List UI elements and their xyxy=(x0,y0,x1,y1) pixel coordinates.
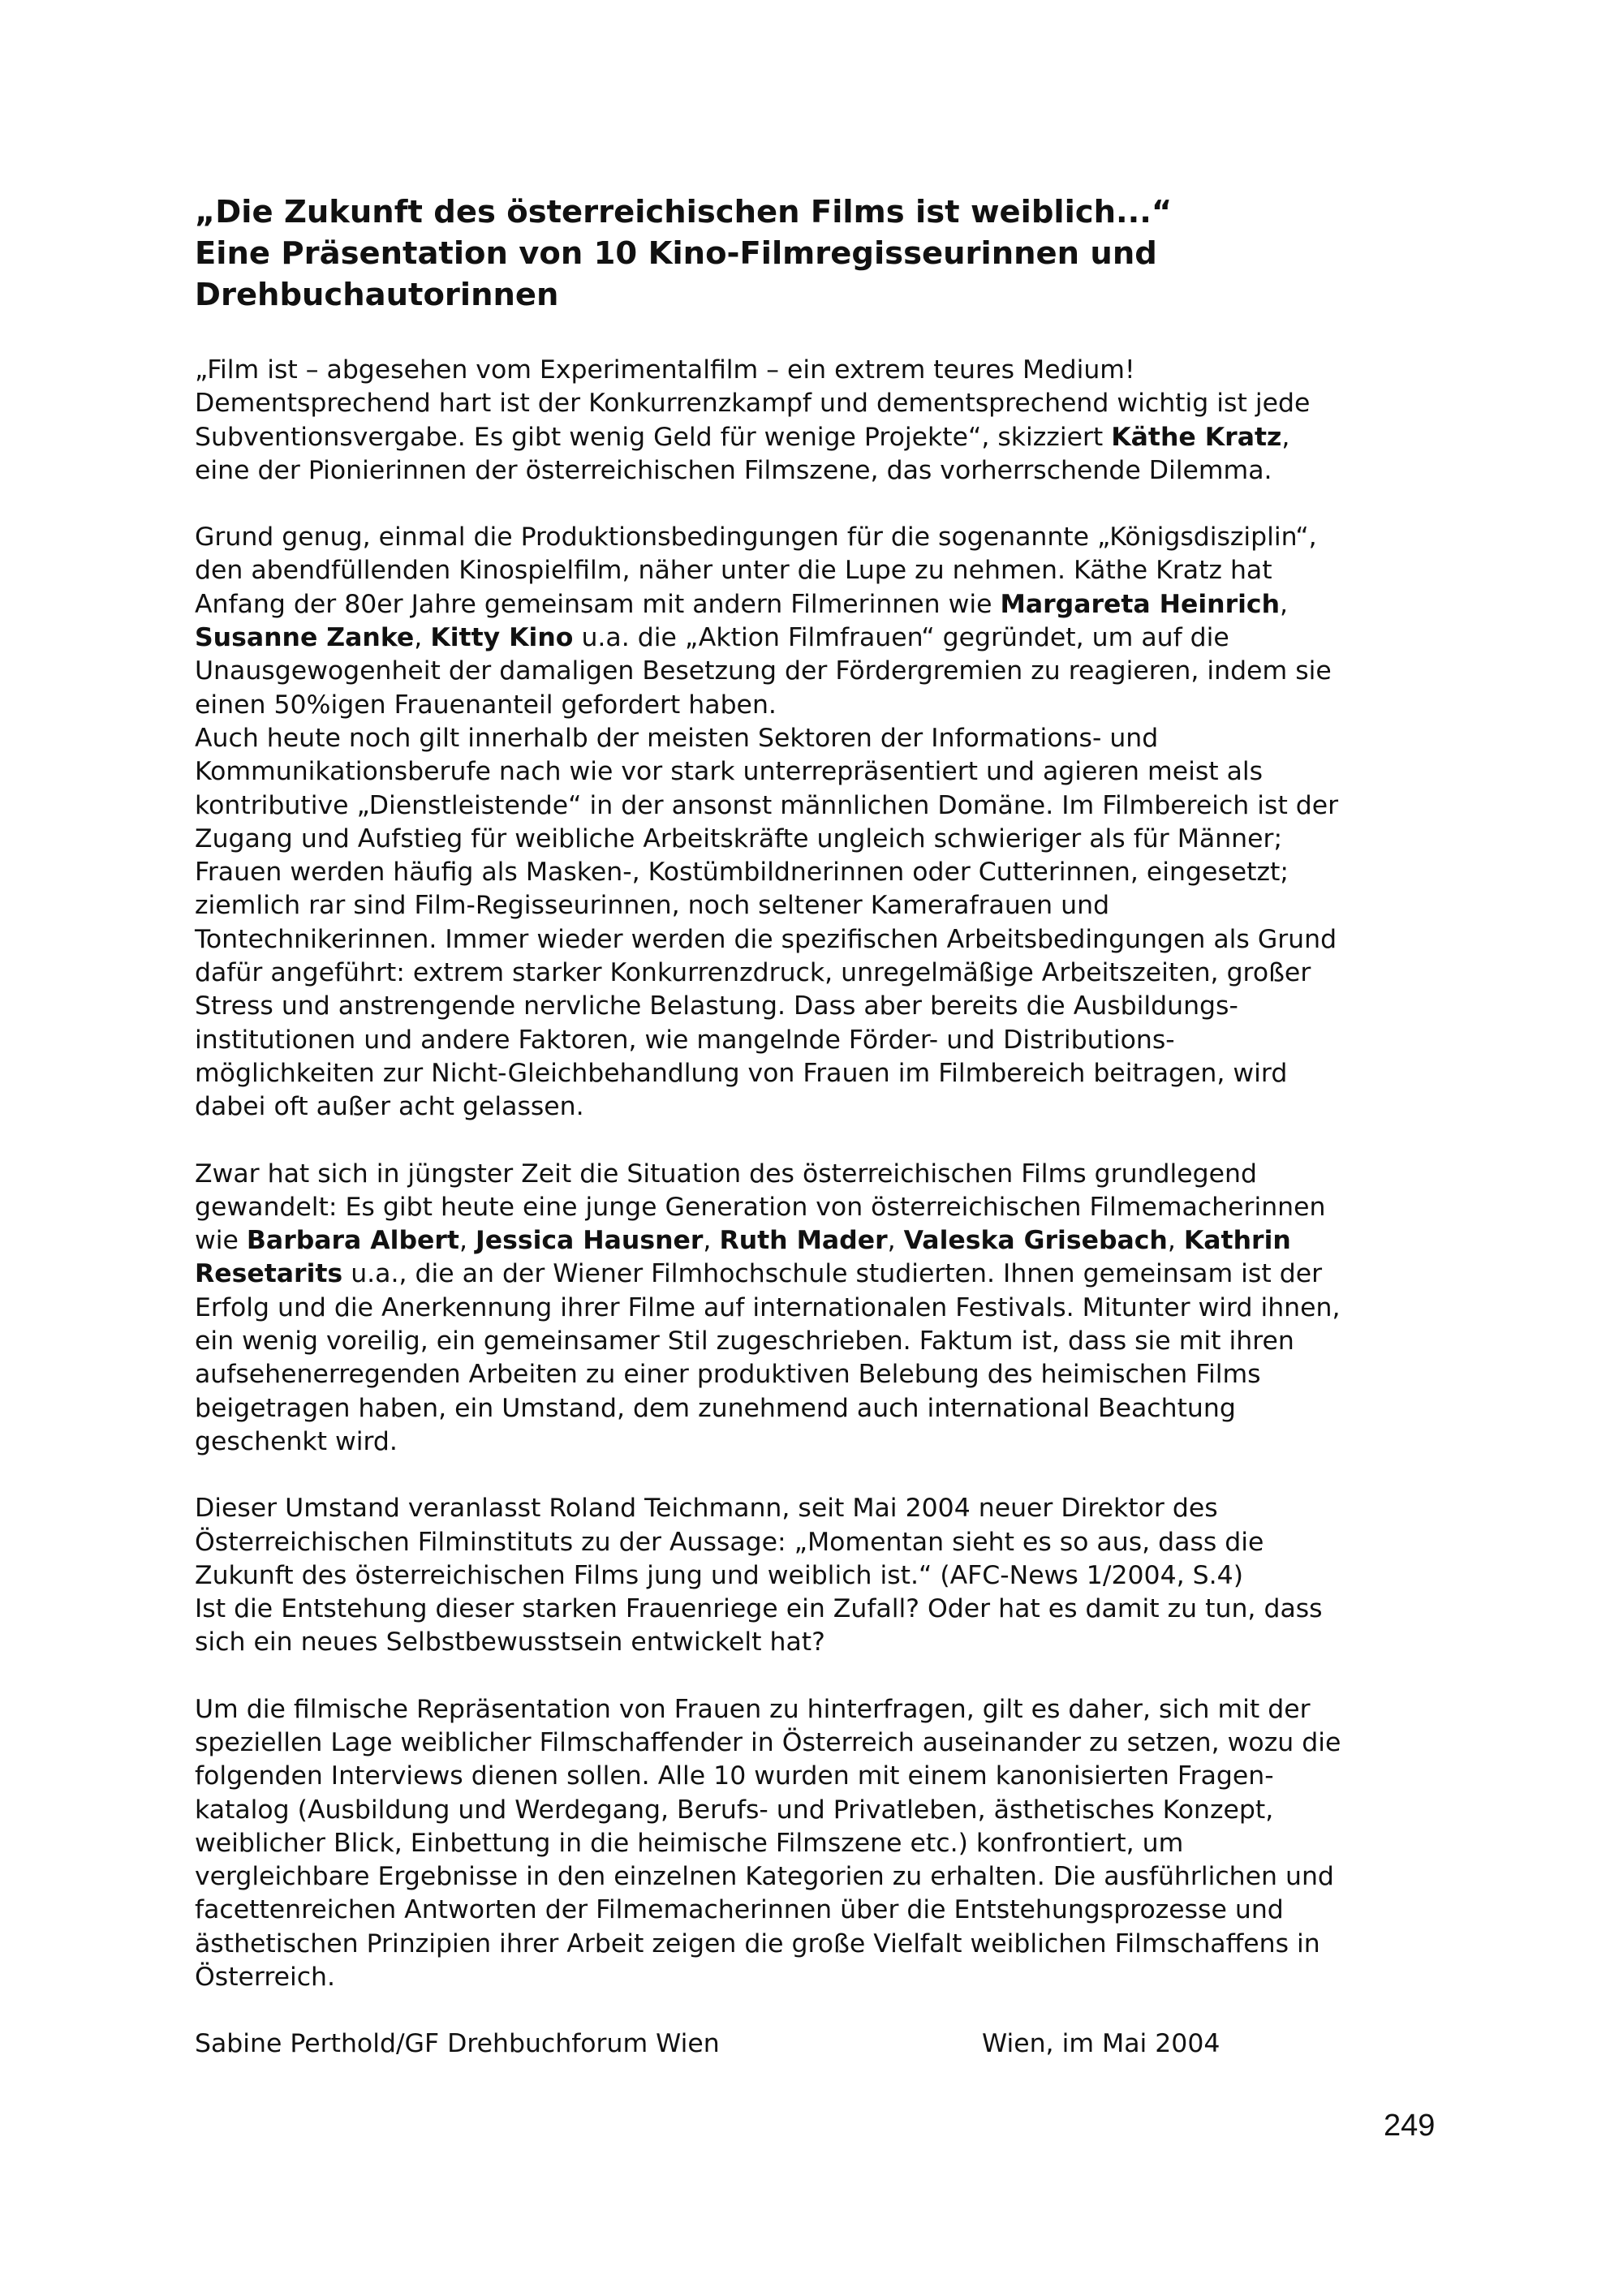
title-line: Eine Präsentation von 10 Kino-Filmregisseurinnen und xyxy=(195,235,1157,272)
article xyxy=(195,191,1444,2062)
text-run: , xyxy=(703,1226,720,1256)
paragraph-aktion-filmfrauen xyxy=(195,521,1444,722)
bold-name: Susanne Zanke xyxy=(195,623,415,653)
article-title xyxy=(195,191,1444,316)
bold-name: Jessica Hausner xyxy=(476,1226,704,1256)
signature-line xyxy=(195,2027,1444,2062)
bold-name: Valeska Grisebach xyxy=(903,1226,1168,1256)
bold-name: Kitty Kino xyxy=(430,623,574,653)
text-run: , eine der Pionierinnen der österreichischen Filmszene, das vorherrschende Dilemma. xyxy=(195,422,1290,485)
text-run: , xyxy=(1280,589,1289,619)
bold-name: Ruth Mader xyxy=(719,1226,888,1256)
text-run: „Film ist – abgesehen vom Experimentalfilm – ein extrem teures Medium! Dementsprechend hart ist der Konkurrenzkampf und dementsprechend wichtig ist jede Subventionsvergabe. Es gibt wenig Geld für wenige Projekte“, skizziert xyxy=(195,355,1311,452)
signature-place-date: Wien, im Mai 2004 xyxy=(982,2029,1220,2059)
bold-name: Käthe Kratz xyxy=(1111,422,1282,452)
signature-author: Sabine Perthold/GF Drehbuchforum Wien xyxy=(195,2029,720,2059)
paragraph-interviews: Um die filmische Repräsentation von Frauen zu hinterfragen, gilt es daher, sich mit der speziellen Lage weiblicher Filmschaffender in Österreich auseinander zu setzen, wozu die folgenden Interviews dienen sollen. Alle 10 wurden mit einem kanonisierten Fragen- katalog (Ausbildung und Werdegang, Berufs- und Privatleben, ästhetisches Konzept, weiblicher Blick, Einbettung in die heimische Filmszene etc.) konfrontiert, um vergleichbare Ergebnisse in den einzelnen Kategorien zu erhalten. Die ausführlichen und facettenreichen Antworten der Filmemacherinnen über die Entstehungsprozesse und ästhetischen Prinzipien ihrer Arbeit zeigen die große Vielfalt weiblichen Filmschaffens in Österreich. xyxy=(195,1694,1341,1993)
text-run: , xyxy=(414,623,431,653)
paragraph-teichmann-quote: Dieser Umstand veranlasst Roland Teichmann, seit Mai 2004 neuer Direktor des Österreichischen Filminstituts zu der Aussage: „Momentan sieht es so aus, dass die Zukunft des österreichischen Films jung und weiblich ist.“ (AFC-News 1/2004, S.4) Ist die Entstehung dieser starken Frauenriege ein Zufall? Oder hat es damit zu tun, dass sich ein neues Selbstbewusstsein entwickelt hat? xyxy=(195,1494,1323,1658)
title-line: Drehbuchautorinnen xyxy=(195,277,559,313)
text-run: Grund genug, einmal die Produktionsbedingungen für die sogenannte „Königsdisziplin“, den abendfüllenden Kinospielfilm, näher unter die Lupe zu nehmen. Käthe Kratz hat Anfang der 80er Jahre gemeinsam mit andern Filmerinnen wie xyxy=(195,522,1317,619)
bold-name: Kathrin Resetarits xyxy=(195,1226,1291,1289)
page-number: 249 xyxy=(1384,2109,1436,2143)
text-run: Zwar hat sich in jüngster Zeit die Situation des österreichischen Films grundlegend gewandelt: Es gibt heute eine junge Generation von österreichischen Filmemacherinnen wie xyxy=(195,1159,1326,1256)
paragraph-quote-kratz xyxy=(195,354,1444,488)
text-run: u.a. die „Aktion Filmfrauen“ gegründet, um auf die Unausgewogenheit der damaligen Besetzung der Fördergremien zu reagieren, indem sie einen 50%igen Frauenanteil gefordert haben. xyxy=(195,623,1332,720)
text-run: u.a., die an der Wiener Filmhochschule studierten. Ihnen gemeinsam ist der Erfolg und die Anerkennung ihrer Filme auf internationalen Festivals. Mitunter wird ihnen, ein wenig voreilig, ein gemeinsamer Stil zugeschrieben. Faktum ist, dass sie mit ihren aufsehenerregenden Arbeiten zu einer produktiven Belebung des heimischen Films beigetragen haben, ein Umstand, dem zunehmend auch international Beachtung geschenkt wird. xyxy=(195,1259,1341,1456)
text-run: , xyxy=(458,1226,476,1256)
bold-name: Barbara Albert xyxy=(246,1226,459,1256)
title-line: „Die Zukunft des österreichischen Films ist weiblich...“ xyxy=(195,194,1173,230)
text-run: , xyxy=(1167,1226,1184,1256)
paragraph-working-conditions: Auch heute noch gilt innerhalb der meisten Sektoren der Informations- und Kommunikationsberufe nach wie vor stark unterrepräsentiert und agieren meist als kontributive „Dienstleistende“ in der ansonst männlichen Domäne. Im Filmbereich ist der Zugang und Aufstieg für weibliche Arbeitskräfte ungleich schwieriger als für Männer; Frauen werden häufig als Masken-, Kostümbildnerinnen oder Cutterinnen, eingesetzt; ziemlich rar sind Film-Regisseurinnen, noch seltener Kamerafrauen und Tontechnikerinnen. Immer wieder werden die spezifischen Arbeitsbedingungen als Grund dafür angeführt: extrem starker Konkurrenzdruck, unregelmäßige Arbeitszeiten, großer Stress und anstrengende nervliche Belastung. Dass aber bereits die Ausbildungs- institutionen und andere Faktoren, wie mangelnde Förder- und Distributions- möglichkeiten zur Nicht-Gleichbehandlung von Frauen im Filmbereich beitragen, wird dabei oft außer acht gelassen. xyxy=(195,723,1339,1122)
paragraph-new-generation xyxy=(195,1158,1444,1460)
bold-name: Margareta Heinrich xyxy=(1000,589,1281,619)
text-run: , xyxy=(887,1226,904,1256)
